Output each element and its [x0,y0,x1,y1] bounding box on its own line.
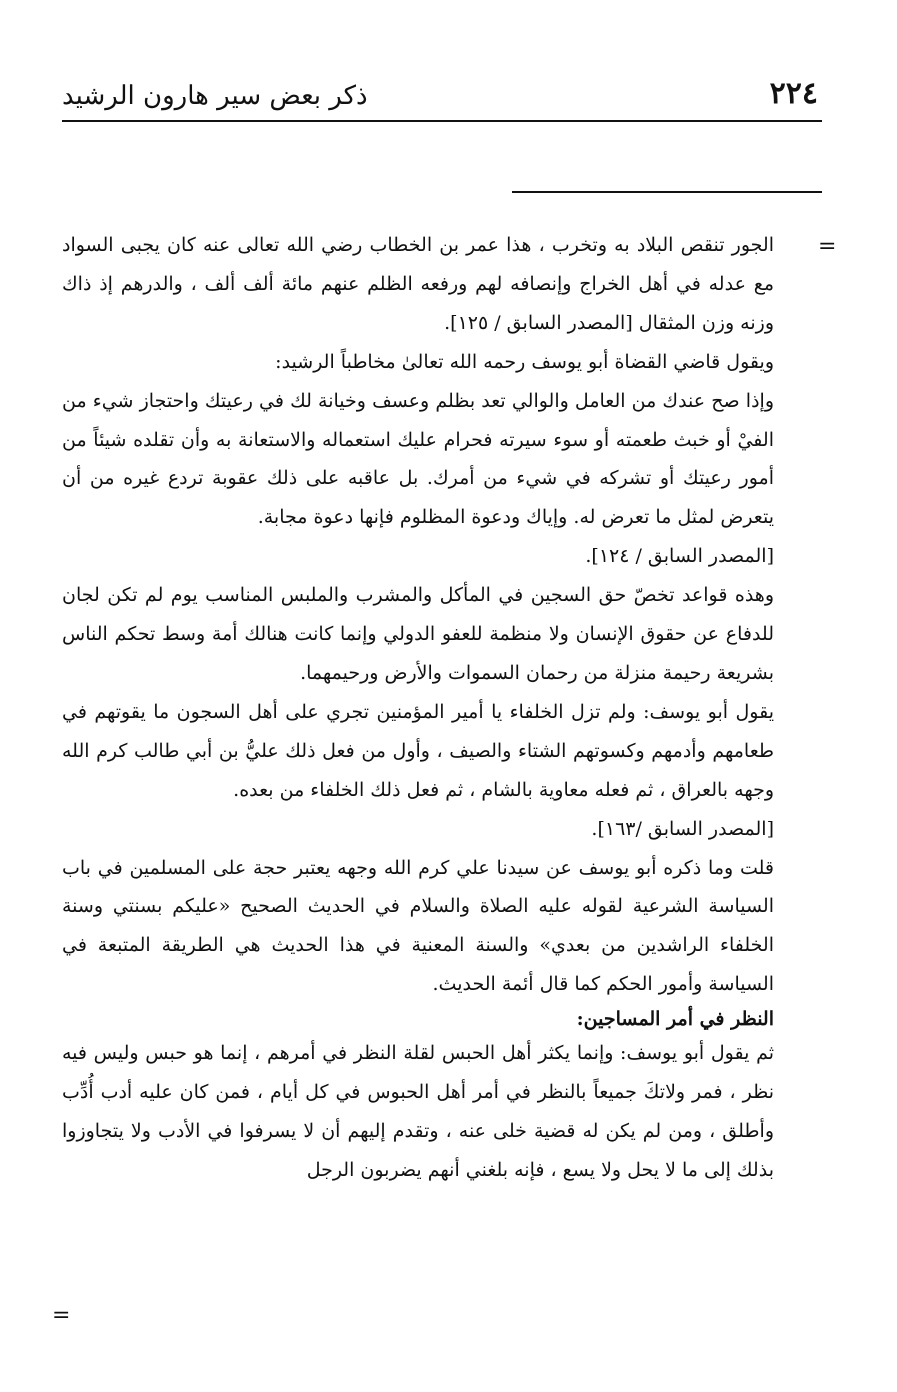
page-number: ٢٢٤ [769,76,818,111]
paragraph: ثم يقول أبو يوسف: وإنما يكثر أهل الحبس لقلة النظر في أمرهم ، إنما هو حبس وليس فيه نظر ، فمر ولاتكَ جميعاً بالنظر في أمر أهل الحبوس في كل أيام ، فمن كان عليه أدب أُدِّب وأطلق ، ومن لم يكن له قضية خلى عنه ، وتقدم إليهم أن لا يسرفوا في الأدب ولا يتجاوزوا بذلك إلى ما لا يحل ولا يسع ، فإنه بلغني أنهم يضربون الرجل [62,1042,774,1181]
quoted-paragraph: وإذا صح عندك من العامل والوالي تعد بظلم وعسف وخيانة لك في رعيتك واحتجاز شيء من الفيْ أو خبث طعمته أو سوء سيرته فحرام عليك استعماله والاستعانة به وأن تقلده شيئاً من أمور رعيتك أو تشركه في شيء من أمرك. بل عاقبه على ذلك عقوبة تردع غيره من أن يتعرض لمثل ما تعرض له. وإياك ودعوة المظلوم فإنها دعوة مجابة. [62,389,774,529]
paragraph: الجور تنقص البلاد به وتخرب ، هذا عمر بن الخطاب رضي الله تعالى عنه كان يجبى السواد مع عدله في أهل الخراج وإنصافه لهم ورفعه الظلم عنهم مائة ألف ألف ، والدرهم إذ ذاك وزنه وزن المثقال [المصدر السابق / ١٢٥]. [62,234,774,334]
header-rule [62,120,822,122]
section-heading: النظر في أمر المساجين: [576,1008,774,1031]
continuation-mark-end: = [52,1303,71,1328]
paragraph: قلت وما ذكره أبو يوسف عن سيدنا علي كرم الله وجهه يعتبر حجة على المسلمين في باب السياسة الشرعية لقوله عليه الصلاة والسلام في الحديث الصحيح «عليكم بسنتي وسنة الخلفاء الراشدين من بعدي» والسنة المعنية في هذا الحديث هي الطريقة المتبعة في السياسة وأمور الحكم كما قال أئمة الحديث. [62,856,774,996]
quoted-paragraph: يقول أبو يوسف: ولم تزل الخلفاء يا أمير المؤمنين تجري على أهل السجون ما يقوتهم في طعامهم وأدمهم وكسوتهم الشتاء والصيف ، وأول من فعل ذلك عليُّ بن أبي طالب كرم الله وجهه بالعراق ، ثم فعله معاوية بالشام ، ثم فعل ذلك الخلفاء من بعده. [62,700,774,801]
paragraph: ويقول قاضي القضاة أبو يوسف رحمه الله تعالىٰ مخاطباً الرشيد: [275,350,774,373]
footnote-separator-rule [512,191,822,193]
running-title: ذكر بعض سير هارون الرشيد [62,81,368,111]
continuation-mark-start: = [818,234,837,259]
footnote-text [62,226,774,1190]
page-header [62,74,818,118]
source-citation: [المصدر السابق / ١٢٤]. [585,545,774,568]
source-citation: [المصدر السابق /١٦٣]. [591,817,774,840]
paragraph: وهذه قواعد تخصّ حق السجين في المأكل والمشرب والملبس المناسب يوم لم تكن لجان للدفاع عن حقوق الإنسان ولا منظمة للعفو الدولي وإنما كانت هنالك أمة وسط تحكم الناس بشريعة رحيمة منزلة من رحمان السموات والأرض ورحيمهما. [62,584,774,684]
